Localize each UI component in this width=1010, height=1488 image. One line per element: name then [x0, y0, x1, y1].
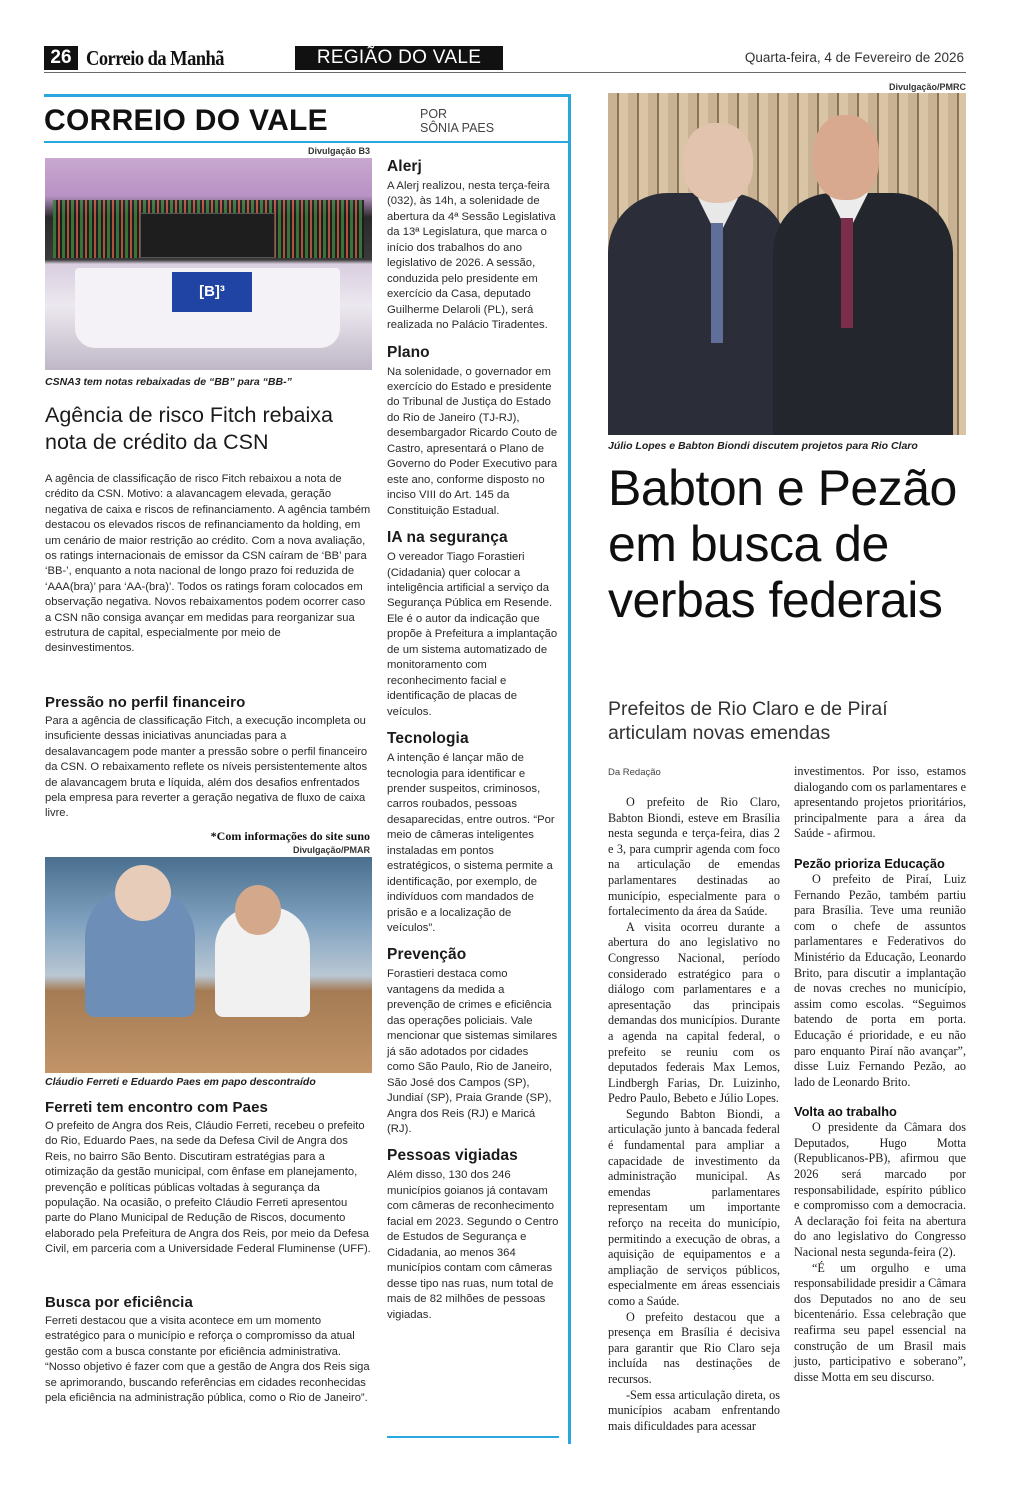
- article-ferreti-section: [45, 1294, 372, 1406]
- person-suit-shape: [608, 193, 788, 435]
- headline-main: Babton e Pezão em busca de verbas federais: [608, 460, 957, 628]
- note-item: [387, 344, 559, 520]
- stock-exchange-photo: [45, 158, 372, 370]
- source-note: *Com informações do site suno: [210, 829, 370, 843]
- masthead: [44, 46, 966, 73]
- article-csn-body: A agência de classificação de risco Fitch rebaixou a nota de crédito da CSN. Motivo: a alavancagem elevada, geração negativa de caixa e riscos de refinanciamento. A agência também destacou os elevados riscos de refinanciamento da holding, em um cenário de maior restrição ao crédito. Com a nova avaliação, os ratings internacionais de emissor da CSN caíram de ‘BB’ para ‘BB-’, enquanto a nota nacional de longo prazo foi reduzida de ‘AAA(bra)’ para ‘AA-(bra)’. Todos os ratings foram colocados em observação negativa. Novos rebaixamentos podem ocorrer caso a CSN não consiga avançar em medidas para reorganizar sua estrutura de capital, especialmente por meio de desinvestimentos.: [45, 473, 371, 655]
- column-top-rule: [44, 94, 571, 97]
- headline-csn: Agência de risco Fitch rebaixa nota de crédito da CSN: [45, 403, 334, 454]
- notes-bottom-rule: [387, 1436, 559, 1438]
- photo-caption-csn: CSNA3 tem notas rebaixadas de “BB” para “BB-”: [45, 376, 292, 388]
- note-title: Plano: [387, 343, 430, 361]
- note-text: A Alerj realizou, nesta terça-feira (032), às 14h, a solenidade de abertura da 4ª Sessão Legislativa da 13ª Legislatura, que marca o início dos trabalhos do ano legislativo de 2026. A sessão, conduzida pelo presidente em exercício da Casa, deputado Guilherme Delaroli (PL), será realizada no Palácio Tiradentes.: [387, 180, 556, 332]
- note-item: [387, 158, 559, 334]
- subhead-pezao: Pezão prioriza Educação: [794, 855, 945, 871]
- note-text: O vereador Tiago Forastieri (Cidadania) quer colocar a inteligência artificial a serviço da Segurança Pública em Resende. Ele é o autor da indicação que propõe à Prefeitura a implantação de um sistema automatizado de monitoramento com reconhecimento facial e identificação de placas de veículos.: [387, 551, 558, 718]
- note-title: IA na segurança: [387, 529, 508, 547]
- paragraph: O prefeito de Piraí, Luiz Fernando Pezão, também partiu para Brasília. Teve uma reunião com o chefe de assuntos parlamentares e Federativos do Ministério da Educação, Leonardo Brito, para discutir a implantação de novas creches no município, assim como escolas. “Seguimos batendo de porta em porta. Educação é prioridade, e eu não paro enquanto Piraí não avançar”, disse Luiz Fernando Pezão, ao lado de Leonardo Brito.: [794, 871, 966, 1089]
- edition-date: Quarta-feira, 4 de Fevereiro de 2026: [744, 50, 964, 65]
- note-title: Pessoas vigiadas: [387, 1147, 518, 1165]
- note-item: [387, 1147, 559, 1323]
- byline-author: SÔNIA PAES: [420, 121, 495, 135]
- note-item: [387, 529, 559, 720]
- main-story-column-b: [794, 764, 966, 1385]
- photo-credit-pmar: Divulgação/PMAR: [292, 845, 370, 855]
- column-title: CORREIO DO VALE: [44, 104, 328, 137]
- paragraph: -Sem essa articulação direta, os municípios acabam enfrentando mais dificuldades para acessar: [608, 1387, 780, 1433]
- tie-shape: [711, 223, 723, 343]
- photo-caption-ferreti: Cláudio Ferreti e Eduardo Paes em papo descontraído: [45, 1076, 316, 1088]
- note-title: Alerj: [387, 158, 422, 175]
- person-suit-shape: [773, 193, 953, 435]
- tie-shape: [841, 218, 853, 328]
- note-text: A intenção é lançar mão de tecnologia para identificar e prender suspeitos, criminosos, carros roubados, pessoas desaparecidas, entre outros. “Por meio de câmeras inteligentes instaladas em pontos estratégicos, o sistema permite a identificação, por exemplo, de indivíduos com mandados de prisão e a localização de veículos”.: [387, 752, 555, 935]
- paragraph: “É um orgulho e uma responsabilidade presidir a Câmara dos Deputados no ano de seu bicentenário. Essa celebração que reafirma seu papel essencial na construção de um Brasil mais justo, participativo e soberano”, disse Motta em seu discurso.: [794, 1260, 966, 1384]
- newspaper-name: Correio da Manhã: [86, 46, 225, 70]
- subhead-volta: Volta ao trabalho: [794, 1104, 897, 1120]
- subhead-ferreti: Busca por eficiência: [45, 1294, 193, 1311]
- author-credit: Da Redação: [608, 767, 661, 778]
- babton-julio-photo: [608, 93, 966, 435]
- chart-screen: [140, 213, 275, 258]
- ferreti-paes-photo: [45, 857, 372, 1073]
- article-ferreti: [45, 1099, 372, 1258]
- article-ferreti-body: O prefeito de Angra dos Reis, Cláudio Ferreti, recebeu o prefeito do Rio, Eduardo Paes, na sede da Defesa Civil de Angra dos Reis, no bairro São Bento. Discutiram estratégias para a otimização da gestão municipal, com ênfase em planejamento, prevenção e políticas públicas voltadas à segurança da população. Na ocasião, o prefeito Cláudio Ferreti apresentou parte do Plano Municipal de Redução de Riscos, documento elaborado pela Prefeitura de Angra dos Reis, por meio da Defesa Civil, em parceria com a Universidade Federal Fluminense (UFF).: [45, 1120, 371, 1256]
- note-title: Tecnologia: [387, 730, 469, 748]
- photo-credit-pmrc: Divulgação/PMRC: [888, 82, 966, 92]
- article-csn-body-2: Para a agência de classificação Fitch, a execução incompleta ou insuficiente dessas iniciativas anunciadas para a desalavancagem pode manter a pressão sobre o perfil financeiro da CSN. O rebaixamento reflete os níveis persistentemente altos de alavancagem bruta e líquida, além dos desafios enfrentados pela empresa para reverter a geração negativa de fluxo de caixa livre.: [45, 715, 368, 820]
- note-text: Na solenidade, o governador em exercício do Estado e presidente do Tribunal de Justiça do Estado do Rio de Janeiro (TJ-RJ), desembargador Ricardo Couto de Castro, apresentará o Plano de Governo do Poder Executivo para este ano, conforme disposto no inciso VIII do Art. 145 da Constituição Estadual.: [387, 365, 558, 517]
- person-head-shape: [115, 865, 171, 921]
- article-csn: [45, 472, 372, 657]
- paragraph: investimentos. Por isso, estamos dialogando com os parlamentares e apresentando projetos prioritários, principalmente para a área da Saúde - afirmou.: [794, 764, 966, 841]
- article-ferreti-body-2: Ferreti destacou que a visita acontece em um momento estratégico para o município e reforça o compromisso da atual gestão com a busca constante por eficiência administrativa. “Nosso objetivo é fazer com que a gestão de Angra dos Reis siga se aprimorando, buscando referências em cidades reconhecidas pela eficiência na administração pública, como o Rio de Janeiro”.: [45, 1315, 370, 1405]
- article-csn-section: [45, 694, 372, 822]
- note-text: Além disso, 130 dos 246 municípios goianos já contavam com câmeras de reconhecimento facial em 2023. Segundo o Centro de Estudos de Segurança e Cidadania, ao menos 364 municípios contam com câmeras desse tipo nas ruas, num total de mais de 82 milhões de pessoas vigiadas.: [387, 1169, 559, 1321]
- column-byline: [420, 107, 494, 135]
- headline-ferreti: Ferreti tem encontro com Paes: [45, 1099, 268, 1116]
- section-tag: REGIÃO DO VALE: [295, 46, 503, 70]
- note-text: Forastieri destaca como vantagens da medida a prevenção de crimes e eficiência das operações policiais. Vale mencionar que sistemas similares já são adotados por cidades como São Paulo, Rio de Janeiro, São José dos Campos (SP), Jundiaí (SP), Praia Grande (SP), Angra dos Reis (RJ) e Maricá (RJ).: [387, 968, 558, 1136]
- byline-prefix: POR: [420, 107, 448, 121]
- paragraph: A visita ocorreu durante a abertura do ano legislativo no Congresso Nacional, período considerado estratégico para o diálogo com parlamentares e a apresentação das principais demandas dos municípios. Durante a agenda na capital federal, o prefeito se reuniu com os deputados federais Max Lemos, Lindbergh Farias, Dr. Luizinho, Pedro Paulo, Bebeto e Júlio Lopes.: [608, 919, 780, 1106]
- person-head-shape: [235, 885, 281, 935]
- person-head-shape: [683, 123, 753, 203]
- b3-logo: [B]³: [172, 272, 252, 312]
- photo-credit-b3: Divulgação B3: [307, 146, 370, 156]
- subhead-csn: Pressão no perfil financeiro: [45, 694, 246, 711]
- page-number: 26: [44, 46, 78, 70]
- note-title: Prevenção: [387, 946, 467, 964]
- paragraph: O presidente da Câmara dos Deputados, Hugo Motta (Republicanos-PB), afirmou que 2026 será marcado por responsabilidade, espírito público e compromisso com a democracia. A declaração foi feita na abertura do ano legislativo do Congresso Nacional nesta segunda-feira (2).: [794, 1120, 966, 1260]
- note-item: [387, 730, 559, 936]
- paragraph: O prefeito destacou que a presença em Brasília é decisiva para garantir que Rio Claro seja incluída nas destinações de recursos.: [608, 1309, 780, 1386]
- note-item: [387, 946, 559, 1137]
- photo-caption-main: Júlio Lopes e Babton Biondi discutem projetos para Rio Claro: [608, 440, 918, 452]
- notes-column: [387, 158, 559, 1333]
- paragraph: Segundo Babton Biondi, a articulação junto à bancada federal é fundamental para ampliar a capacidade de investimento da administração municipal. As emendas parlamentares representam um importante reforço na receita do município, permitindo a execução de obras, a aquisição de equipamentos e a ampliação de serviços públicos, especialmente em áreas essenciais como a Saúde.: [608, 1106, 780, 1308]
- paragraph: O prefeito de Rio Claro, Babton Biondi, esteve em Brasília nesta segunda e terça-feira, dias 2 e 3, para cumprir agenda com foco na articulação de emendas parlamentares destinadas ao município, especialmente para o fortalecimento da área da Saúde.: [608, 795, 780, 919]
- column-side-rule: [568, 94, 571, 1444]
- main-story-column-a: [608, 795, 780, 1434]
- person-head-shape: [813, 115, 879, 200]
- column-title-rule: [44, 141, 568, 143]
- deck-main: Prefeitos de Rio Claro e de Piraí articulam novas emendas: [608, 698, 888, 744]
